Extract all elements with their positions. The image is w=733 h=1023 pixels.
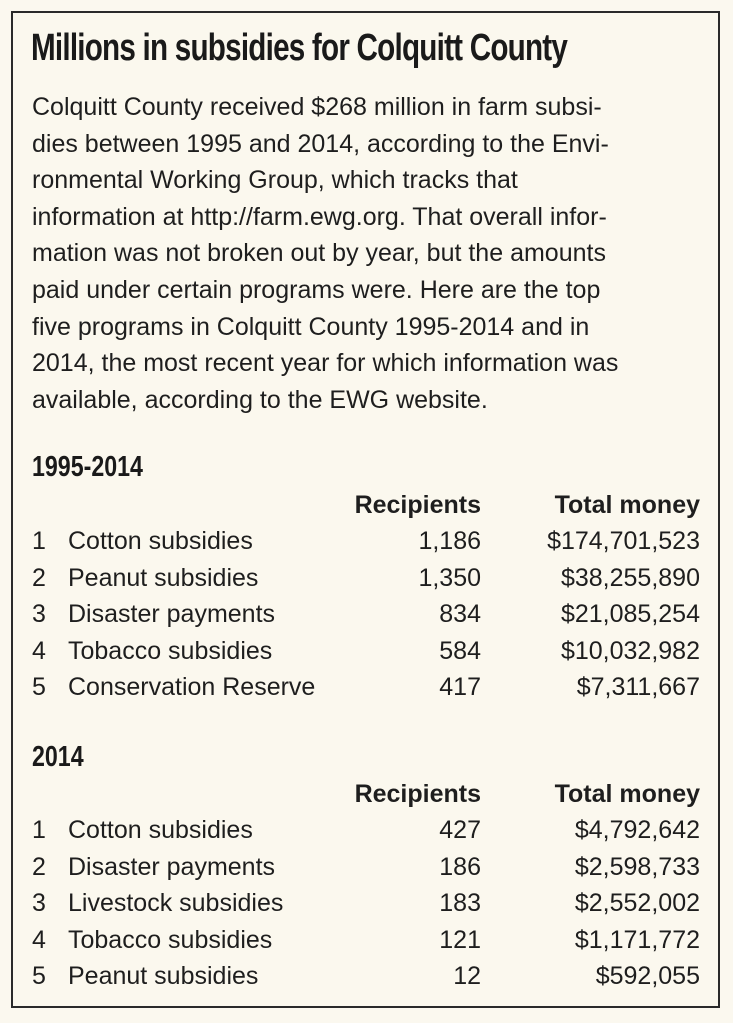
row-rank: 1 (32, 816, 46, 844)
row-rank: 5 (32, 962, 46, 990)
row-rank: 3 (32, 600, 46, 628)
intro-line: mation was not broken out by year, but the amounts (32, 239, 606, 268)
column-header-total-money: Total money (554, 491, 700, 519)
row-total-money: $2,598,733 (574, 852, 700, 881)
row-total-money: $4,792,642 (574, 816, 700, 844)
infobox-title: Millions in subsidies for Colquitt County (31, 27, 568, 69)
row-program: Disaster payments (68, 852, 276, 881)
row-program: Tobacco subsidies (68, 925, 273, 954)
column-header-recipients: Recipients (354, 780, 481, 808)
row-rank: 4 (32, 925, 46, 954)
row-rank: 4 (32, 636, 46, 665)
row-program: Peanut subsidies (68, 962, 259, 990)
row-total-money: $2,552,002 (574, 889, 700, 917)
intro-line: paid under certain programs were. Here are the top (32, 275, 601, 304)
row-recipients: 183 (439, 889, 481, 917)
row-rank: 3 (32, 889, 46, 917)
intro-line: dies between 1995 and 2014, according to the Envi- (32, 129, 609, 158)
intro-line: ronmental Working Group, which tracks that (32, 166, 518, 195)
row-rank: 1 (32, 527, 46, 555)
row-program: Cotton subsidies (68, 816, 253, 844)
row-recipients: 1,186 (418, 527, 481, 555)
table-row (13, 673, 718, 709)
infobox-frame (11, 11, 720, 1008)
row-total-money: $21,085,254 (560, 600, 700, 628)
row-recipients: 584 (439, 636, 481, 665)
row-program: Cotton subsidies (68, 527, 253, 555)
row-rank: 2 (32, 563, 46, 592)
intro-line: information at http://farm.ewg.org. That overall infor- (32, 202, 607, 231)
row-recipients: 417 (439, 673, 481, 701)
intro-line: 2014, the most recent year for which information was (32, 349, 619, 378)
row-recipients: 186 (439, 852, 481, 881)
table-row (13, 853, 718, 889)
row-recipients: 121 (439, 925, 481, 954)
row-total-money: $38,255,890 (560, 563, 700, 592)
row-recipients: 427 (439, 816, 481, 844)
row-program: Livestock subsidies (68, 889, 284, 917)
row-rank: 5 (32, 673, 46, 701)
table-row (13, 926, 718, 962)
column-header-recipients: Recipients (354, 491, 481, 519)
row-rank: 2 (32, 852, 46, 881)
intro-line: available, according to the EWG website. (32, 385, 488, 414)
row-program: Peanut subsidies (68, 563, 259, 592)
section-heading-2014: 2014 (32, 741, 84, 773)
row-program: Tobacco subsidies (68, 636, 273, 665)
row-total-money: $592,055 (595, 962, 700, 990)
row-recipients: 834 (439, 600, 481, 628)
row-program: Disaster payments (68, 600, 276, 628)
table-row (13, 962, 718, 998)
table-row (13, 637, 718, 673)
table-row (13, 889, 718, 925)
table-row (13, 600, 718, 636)
column-header-total-money: Total money (554, 780, 700, 808)
row-recipients: 12 (453, 962, 481, 990)
intro-line: Colquitt County received $268 million in farm subsi- (32, 93, 602, 121)
row-total-money: $7,311,667 (576, 673, 700, 701)
row-total-money: $10,032,982 (560, 636, 700, 665)
table-row (13, 564, 718, 600)
row-total-money: $1,171,772 (574, 925, 700, 954)
intro-paragraph (32, 89, 692, 418)
section-heading-1995-2014: 1995-2014 (32, 451, 143, 483)
table-row (13, 816, 718, 852)
row-total-money: $174,701,523 (547, 527, 700, 555)
intro-line: five programs in Colquitt County 1995-2014 and in (32, 312, 590, 341)
row-recipients: 1,350 (418, 563, 481, 592)
row-program: Conservation Reserve (68, 673, 316, 701)
table-row (13, 527, 718, 563)
